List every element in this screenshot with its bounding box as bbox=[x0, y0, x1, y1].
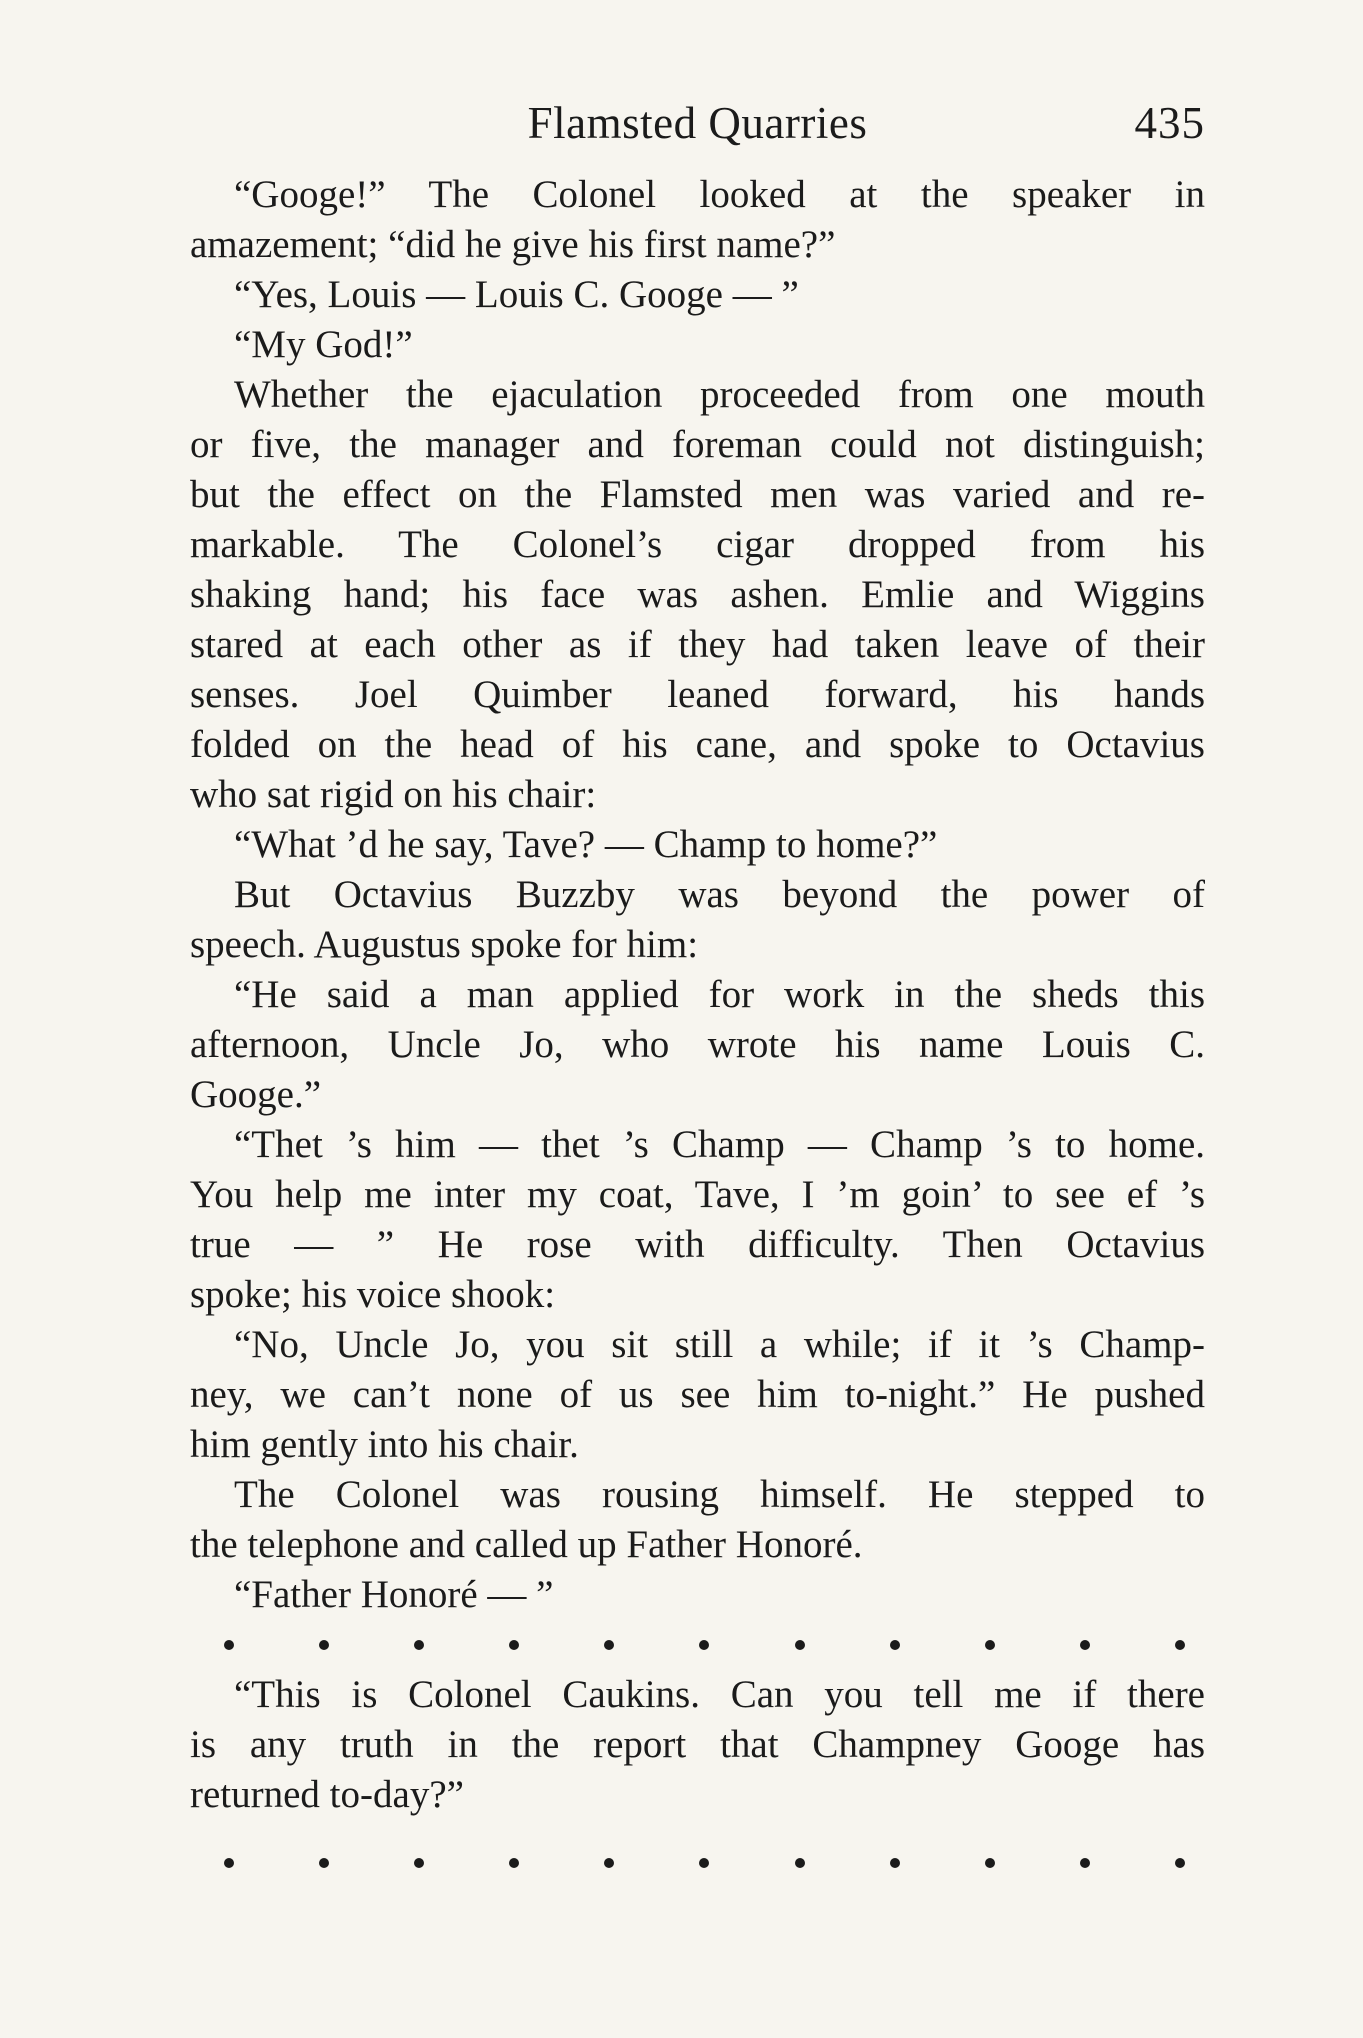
dot bbox=[509, 1858, 519, 1868]
text-line: “This is Colonel Caukins. Can you tell me if there bbox=[234, 1673, 1205, 1716]
text-line: Whether the ejaculation proceeded from one mouth bbox=[234, 373, 1205, 416]
spacer bbox=[190, 1820, 1205, 1838]
text-line: “No, Uncle Jo, you sit still a while; if it ’s Champ- bbox=[234, 1323, 1205, 1366]
text-line: who sat rigid on his chair: bbox=[190, 773, 597, 816]
body-text bbox=[190, 170, 1205, 1888]
dot bbox=[1175, 1858, 1185, 1868]
text-line: speech. Augustus spoke for him: bbox=[190, 923, 699, 966]
text-line: true — ” He rose with difficulty. Then Octavius bbox=[190, 1223, 1205, 1266]
text-line: But Octavius Buzzby was beyond the power of bbox=[234, 873, 1205, 916]
dot bbox=[890, 1858, 900, 1868]
dot bbox=[224, 1640, 234, 1650]
dot bbox=[985, 1640, 995, 1650]
dot bbox=[319, 1858, 329, 1868]
dot bbox=[1080, 1640, 1090, 1650]
text-line: spoke; his voice shook: bbox=[190, 1273, 556, 1316]
dot bbox=[319, 1640, 329, 1650]
dot bbox=[414, 1858, 424, 1868]
dot bbox=[1080, 1858, 1090, 1868]
dot bbox=[890, 1640, 900, 1650]
page-number: 435 bbox=[1134, 98, 1205, 148]
text-line: folded on the head of his cane, and spoke to Octavius bbox=[190, 723, 1205, 766]
dot bbox=[985, 1858, 995, 1868]
dot bbox=[604, 1640, 614, 1650]
text-line: “My God!” bbox=[234, 323, 413, 366]
dot bbox=[699, 1858, 709, 1868]
text-line: returned to-day?” bbox=[190, 1773, 464, 1816]
text-line: “Thet ’s him — thet ’s Champ — Champ ’s to home. bbox=[234, 1123, 1205, 1166]
text-line: “Yes, Louis — Louis C. Googe — ” bbox=[234, 273, 799, 316]
text-line: or five, the manager and foreman could not distinguish; bbox=[190, 423, 1205, 466]
text-line: senses. Joel Quimber leaned forward, his hands bbox=[190, 673, 1205, 716]
text-line: afternoon, Uncle Jo, who wrote his name Louis C. bbox=[190, 1023, 1205, 1066]
text-line: markable. The Colonel’s cigar dropped from his bbox=[190, 523, 1205, 566]
dot bbox=[224, 1858, 234, 1868]
text-line: You help me inter my coat, Tave, I ’m goin’ to see ef ’s bbox=[190, 1173, 1205, 1216]
text-line: “Googe!” The Colonel looked at the speaker in bbox=[234, 173, 1205, 216]
text-line: shaking hand; his face was ashen. Emlie and Wiggins bbox=[190, 573, 1205, 616]
text-line: amazement; “did he give his first name?” bbox=[190, 223, 836, 266]
dot bbox=[699, 1640, 709, 1650]
text-line: him gently into his chair. bbox=[190, 1423, 579, 1466]
text-line: The Colonel was rousing himself. He stepped to bbox=[234, 1473, 1205, 1516]
text-line: “He said a man applied for work in the sheds this bbox=[234, 973, 1205, 1016]
dot bbox=[509, 1640, 519, 1650]
text-line: but the effect on the Flamsted men was varied and re- bbox=[190, 473, 1205, 516]
ellipsis-divider bbox=[190, 1838, 1205, 1888]
text-line: is any truth in the report that Champney Googe has bbox=[190, 1723, 1205, 1766]
dot bbox=[1175, 1640, 1185, 1650]
text-line: “What ’d he say, Tave? — Champ to home?” bbox=[234, 823, 938, 866]
dot bbox=[414, 1640, 424, 1650]
dot bbox=[604, 1858, 614, 1868]
ellipsis-divider bbox=[190, 1620, 1205, 1670]
text-line: the telephone and called up Father Honoré. bbox=[190, 1523, 863, 1566]
page-header bbox=[190, 88, 1205, 158]
text-line: Googe.” bbox=[190, 1073, 322, 1116]
text-line: “Father Honoré — ” bbox=[234, 1573, 554, 1616]
running-title: Flamsted Quarries bbox=[527, 98, 868, 148]
text-line: stared at each other as if they had taken leave of their bbox=[190, 623, 1205, 666]
text-line: ney, we can’t none of us see him to-night.” He pushed bbox=[190, 1373, 1205, 1416]
dot bbox=[795, 1640, 805, 1650]
dot bbox=[795, 1858, 805, 1868]
